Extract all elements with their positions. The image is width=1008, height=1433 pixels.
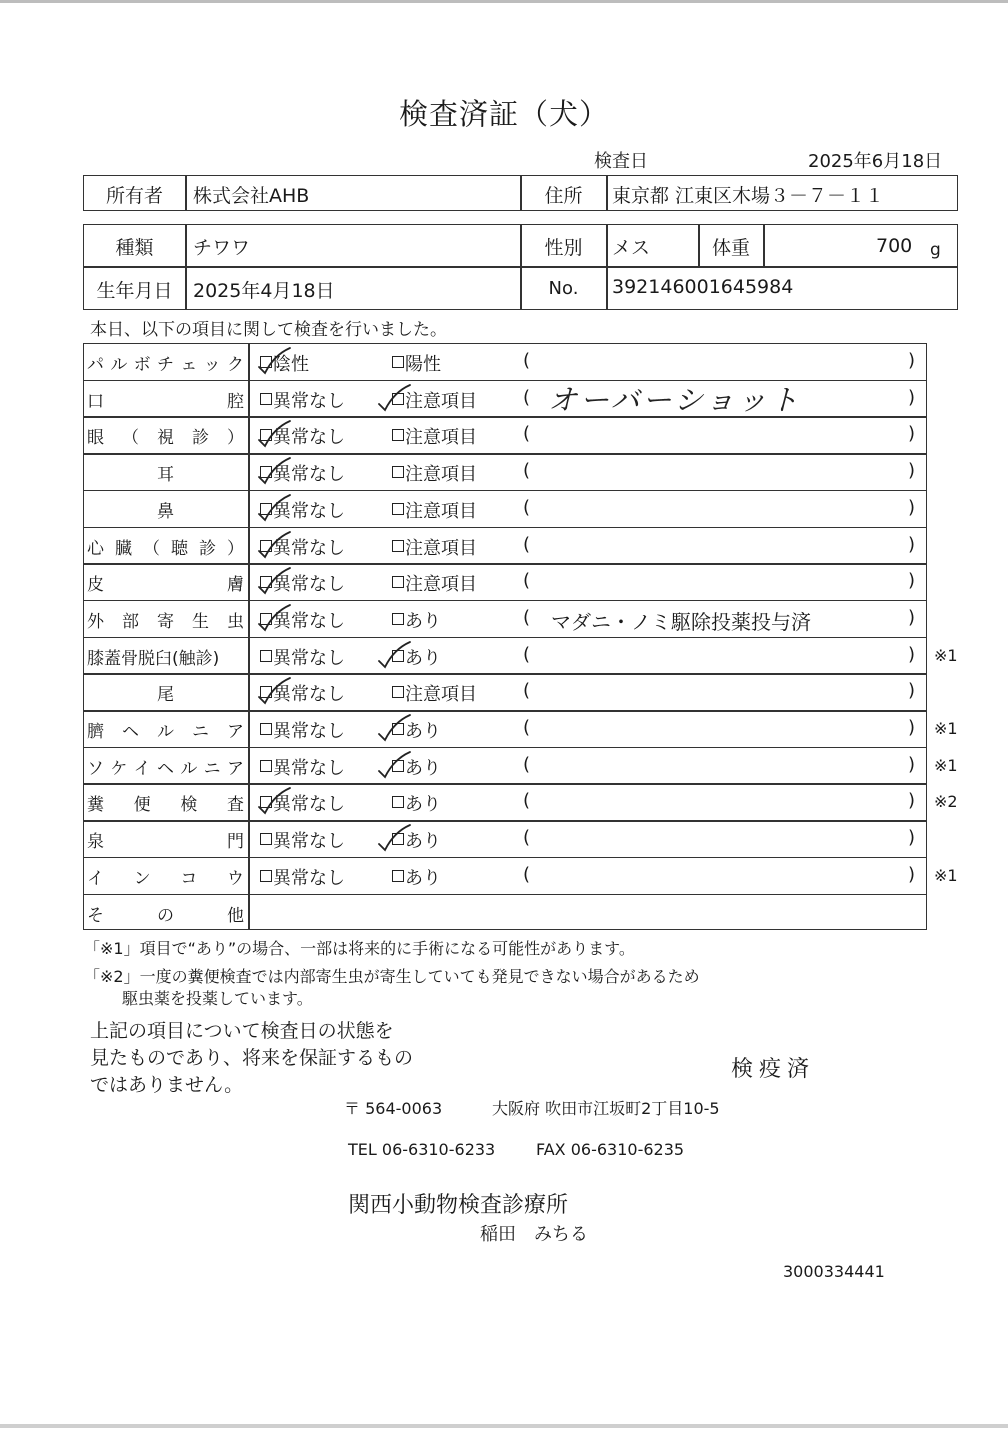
option-2-label: あり [405, 757, 441, 779]
note-close-paren: ) [908, 680, 916, 702]
item-name: 外 部 寄 生 虫 [87, 611, 244, 632]
option-2-label: 注意項目 [405, 574, 477, 596]
note-open-paren: ( [523, 386, 531, 408]
option-1-checkbox[interactable] [260, 393, 272, 405]
option-1-label: 異常なし [273, 427, 345, 449]
owner-value: 株式会社AHB [193, 185, 310, 207]
item-name: 鼻 [157, 501, 174, 522]
item-name: 心 臓 （ 聴 診 ） [87, 538, 244, 559]
clinic-address: 大阪府 吹田市江坂町2丁目10-5 [492, 1099, 720, 1118]
serial-number: 3000334441 [783, 1262, 885, 1281]
item-note: マダニ・ノミ駆除投薬投与済 [551, 609, 811, 634]
note-close-paren: ) [908, 570, 916, 592]
option-2-label: 陽性 [405, 354, 441, 375]
intro-text: 本日、以下の項目に関して検査を行いました。 [90, 320, 447, 340]
option-2-label: あり [405, 867, 441, 889]
checkmark-icon [376, 712, 412, 742]
disclaimer-line-3: ではありません。 [90, 1074, 244, 1096]
option-1-label: 異常なし [273, 721, 345, 742]
option-1-label: 異常なし [273, 500, 345, 522]
disclaimer-line-2: 見たものであり、将来を保証するもの [90, 1047, 414, 1069]
sex-value: メス [612, 237, 651, 259]
option-2-checkbox[interactable] [392, 686, 404, 698]
note-open-paren: ( [523, 606, 531, 628]
note-open-paren: ( [523, 423, 531, 445]
option-2-label: 注意項目 [405, 684, 477, 706]
option-2-label: 注意項目 [405, 500, 477, 522]
note-close-paren: ) [908, 496, 916, 518]
note-close-paren: ) [908, 386, 916, 408]
checkmark-icon [256, 345, 292, 375]
checkmark-icon [376, 822, 412, 852]
checkmark-icon [256, 418, 292, 448]
note-open-paren: ( [523, 680, 531, 702]
item-name: 泉 門 [87, 832, 244, 853]
note-open-paren: ( [523, 496, 531, 518]
option-2-checkbox[interactable] [392, 796, 404, 808]
option-1-label: 異常なし [273, 647, 345, 669]
option-1-label: 異常なし [273, 390, 345, 412]
option-1-label: 異常なし [273, 537, 345, 559]
number-label: No. [548, 278, 579, 299]
note-open-paren: ( [523, 753, 531, 775]
note-close-paren: ) [908, 606, 916, 628]
item-name: イ ン コ ウ [87, 868, 244, 889]
option-2-label: 注意項目 [405, 537, 477, 559]
weight-value: 700 [876, 235, 913, 257]
note-close-paren: ) [908, 423, 916, 445]
note-close-paren: ) [908, 533, 916, 555]
option-2-checkbox[interactable] [392, 356, 404, 368]
note-open-paren: ( [523, 643, 531, 665]
item-name: 糞 便 検 査 [87, 795, 244, 816]
checkmark-icon [376, 639, 412, 669]
option-2-label: 注意項目 [405, 464, 477, 486]
item-name: 耳 [157, 465, 174, 486]
note-open-paren: ( [523, 827, 531, 849]
option-2-label: あり [405, 610, 441, 632]
address-label: 住所 [544, 185, 583, 207]
option-2-label: あり [405, 721, 441, 742]
note-close-paren: ) [908, 790, 916, 812]
option-2-label: 注意項目 [405, 390, 477, 412]
item-name: 眼 （ 視 診 ） [87, 428, 244, 449]
note-close-paren: ) [908, 350, 916, 371]
disclaimer-line-1: 上記の項目について検査日の状態を [90, 1020, 394, 1042]
item-name: 臍 ヘ ル ニ ア [87, 722, 244, 742]
option-1-checkbox[interactable] [260, 723, 272, 735]
handwritten-note: オーバーショット [548, 382, 802, 417]
option-2-label: あり [405, 831, 441, 853]
option-1-checkbox[interactable] [260, 760, 272, 772]
clinic-name: 関西小動物検査診療所 [348, 1193, 569, 1218]
owner-label: 所有者 [105, 185, 163, 207]
birthdate-value: 2025年4月18日 [193, 280, 335, 302]
option-1-label: 異常なし [273, 831, 345, 853]
note-close-paren: ) [908, 753, 916, 775]
option-2-checkbox[interactable] [392, 613, 404, 625]
checkmark-icon [256, 529, 292, 559]
footnote-mark: ※1 [934, 719, 958, 738]
note-open-paren: ( [523, 533, 531, 555]
footnote-2-line2: 駆虫薬を投薬しています。 [122, 989, 313, 1008]
footnote-mark: ※2 [934, 792, 958, 812]
option-2-label: あり [405, 647, 441, 669]
note-open-paren: ( [523, 717, 531, 738]
option-2-checkbox[interactable] [392, 576, 404, 588]
weight-unit: g [930, 240, 941, 260]
item-name: 膝蓋骨脱臼(触診) [87, 648, 220, 669]
footnote-mark: ※1 [934, 755, 958, 775]
note-open-paren: ( [523, 570, 531, 592]
note-open-paren: ( [523, 350, 531, 371]
document-title: 検査済証（犬） [398, 97, 609, 131]
checkmark-icon [256, 675, 292, 705]
option-1-label: 陰性 [273, 354, 309, 375]
option-1-label: 異常なし [273, 794, 345, 816]
option-2-checkbox[interactable] [392, 503, 404, 515]
option-1-label: 異常なし [273, 464, 345, 486]
note-close-paren: ) [908, 643, 916, 665]
note-close-paren: ) [908, 827, 916, 849]
clinic-fax: FAX 06-6310-6235 [536, 1140, 685, 1159]
item-name: ソ ケ イ ヘ ル ニ ア [87, 758, 244, 779]
footnote-1: 「※1」項目で“あり”の場合、一部は将来的に手術になる可能性があります。 [84, 939, 635, 958]
option-2-label: 注意項目 [405, 427, 477, 449]
inspection-date-label: 検査日 [594, 151, 648, 172]
clinic-tel: TEL 06-6310-6233 [348, 1140, 496, 1159]
footnote-mark: ※1 [934, 865, 958, 885]
inspection-date-value: 2025年6月18日 [808, 151, 943, 172]
footnote-2-line1: 「※2」一度の糞便検査では内部寄生虫が寄生していても発見できない場合があるため [84, 967, 700, 986]
note-open-paren: ( [523, 790, 531, 812]
checkmark-icon [256, 602, 292, 632]
option-2-checkbox[interactable] [392, 466, 404, 478]
number-value: 392146001645984 [612, 276, 794, 298]
sex-label: 性別 [544, 237, 583, 259]
option-1-label: 異常なし [273, 610, 345, 632]
footnote-mark: ※1 [934, 645, 958, 665]
postal-code: 〒 564-0063 [344, 1099, 443, 1118]
option-1-label: 異常なし [273, 867, 345, 889]
option-1-checkbox[interactable] [260, 833, 272, 845]
breed-value: チワワ [193, 237, 251, 259]
weight-label: 体重 [711, 237, 750, 259]
option-1-checkbox[interactable] [260, 650, 272, 662]
option-1-checkbox[interactable] [260, 870, 272, 882]
note-close-paren: ) [908, 863, 916, 885]
item-name: 皮 膚 [87, 575, 244, 596]
breed-label: 種類 [115, 237, 154, 259]
scan-bottom-edge [0, 1424, 1008, 1428]
checkmark-icon [376, 749, 412, 779]
option-1-label: 異常なし [273, 757, 345, 779]
note-close-paren: ) [908, 460, 916, 482]
scan-top-edge [0, 0, 1008, 3]
option-2-label: あり [405, 794, 441, 816]
checkmark-icon [256, 785, 292, 815]
note-open-paren: ( [523, 460, 531, 482]
birthdate-label: 生年月日 [96, 280, 173, 302]
other-row-label: そ の 他 [87, 905, 244, 926]
checkmark-icon [256, 565, 292, 595]
vet-name: 稲田 みちる [480, 1224, 588, 1245]
note-open-paren: ( [523, 863, 531, 885]
option-1-label: 異常なし [273, 574, 345, 596]
option-2-checkbox[interactable] [392, 870, 404, 882]
checkmark-icon [376, 382, 412, 412]
quarantine-stamp: 検疫済 [731, 1057, 816, 1082]
item-name: パ ル ボ チ ェ ッ ク [87, 355, 244, 375]
checkmark-icon [256, 455, 292, 485]
option-2-checkbox[interactable] [392, 540, 404, 552]
checkmark-icon [256, 492, 292, 522]
option-1-label: 異常なし [273, 684, 345, 706]
note-close-paren: ) [908, 717, 916, 738]
address-value: 東京都 江東区木場３－７－１１ [612, 185, 885, 207]
item-name: 尾 [157, 685, 174, 706]
option-2-checkbox[interactable] [392, 429, 404, 441]
item-name: 口 腔 [87, 391, 244, 412]
